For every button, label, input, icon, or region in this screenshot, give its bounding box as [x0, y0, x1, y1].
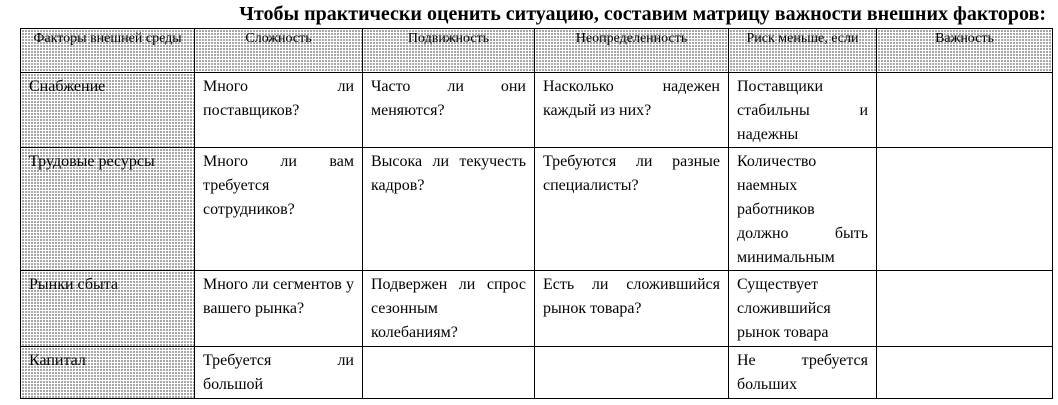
- table-row: [21, 148, 1053, 271]
- importance-matrix-table: [20, 28, 1053, 399]
- risk-less-if-cell: Не требуется больших: [729, 347, 877, 399]
- header-importance: Важность: [877, 29, 1053, 73]
- risk-less-if-cell: Количество наемных работников должно быть минимальным: [729, 148, 877, 271]
- risk-less-if-cell: Существует сложившийся рынок товара: [729, 271, 877, 347]
- factor-cell: Снабжение: [21, 73, 195, 148]
- uncertainty-cell: Насколько надежен каждый из них?: [535, 73, 729, 148]
- factor-cell: Рынки сбыта: [21, 271, 195, 347]
- uncertainty-cell: Есть ли сложившийся рынок товара?: [535, 271, 729, 347]
- complexity-cell: Много ли вам требуется сотрудников?: [195, 148, 363, 271]
- table-row: [21, 347, 1053, 399]
- importance-cell: [877, 148, 1053, 271]
- complexity-cell: Много ли сегментов у вашего рынка?: [195, 271, 363, 347]
- mobility-cell: [363, 347, 535, 399]
- page-title: Чтобы практически оценить ситуацию, составим матрицу важности внешних факторов:: [239, 3, 1046, 25]
- header-factors: Факторы внешней среды: [21, 29, 195, 73]
- complexity-cell: Много ли поставщиков?: [195, 73, 363, 148]
- table-header-row: [21, 29, 1053, 73]
- header-uncertainty: Неопределенность: [535, 29, 729, 73]
- factor-cell: Трудовые ресурсы: [21, 148, 195, 271]
- uncertainty-cell: [535, 347, 729, 399]
- risk-less-if-cell: Поставщики стабильны и надежны: [729, 73, 877, 148]
- table-row: [21, 271, 1053, 347]
- complexity-cell: Требуется ли большой: [195, 347, 363, 399]
- uncertainty-cell: Требуются ли разные специалисты?: [535, 148, 729, 271]
- header-complexity: Сложность: [195, 29, 363, 73]
- factor-cell: Капитал: [21, 347, 195, 399]
- mobility-cell: Высока ли текучесть кадров?: [363, 148, 535, 271]
- header-risk-less-if: Риск меньше, если: [729, 29, 877, 73]
- mobility-cell: Часто ли они меняются?: [363, 73, 535, 148]
- importance-cell: [877, 347, 1053, 399]
- importance-cell: [877, 73, 1053, 148]
- table-row: [21, 73, 1053, 148]
- header-mobility: Подвижность: [363, 29, 535, 73]
- importance-cell: [877, 271, 1053, 347]
- mobility-cell: Подвержен ли спрос сезонным колебаниям?: [363, 271, 535, 347]
